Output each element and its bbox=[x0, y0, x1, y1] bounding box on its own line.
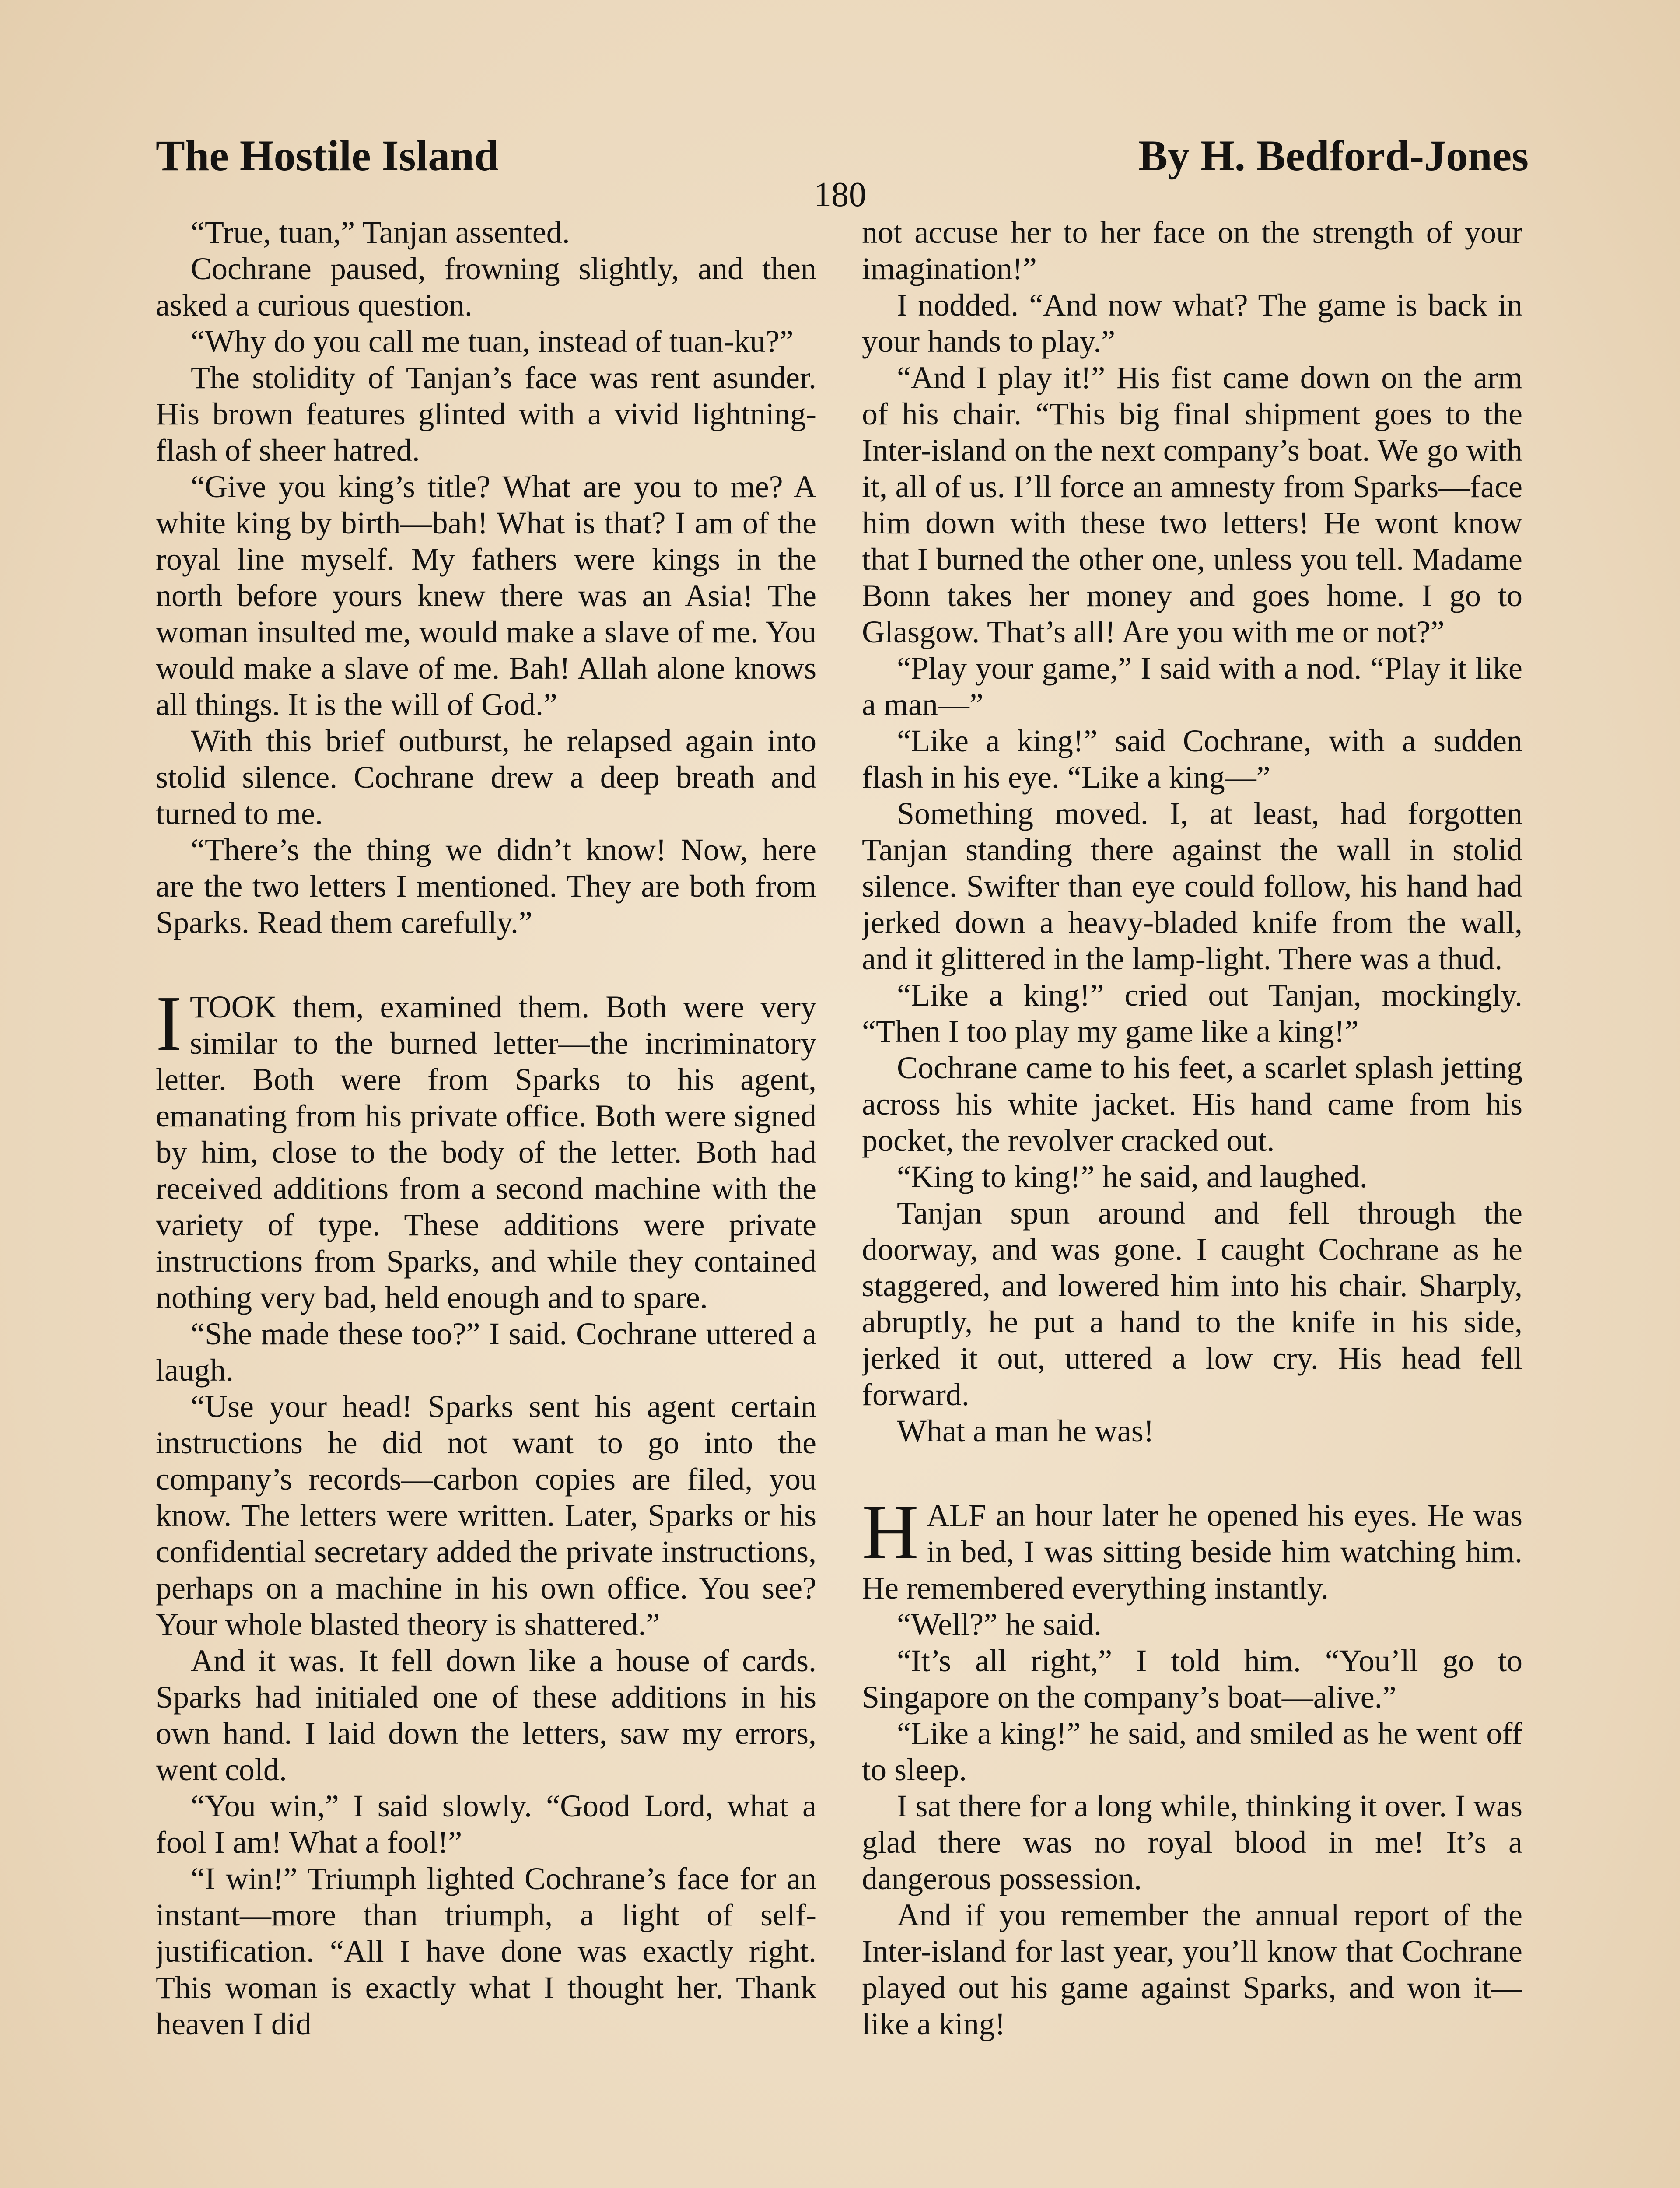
section-paragraph bbox=[156, 980, 816, 1316]
paragraph: “She made these too?” I said. Cochrane uttered a laugh. bbox=[156, 1316, 816, 1388]
drop-cap: I bbox=[156, 980, 182, 1067]
paragraph: Cochrane came to his feet, a scarlet splash jetting across his white jacket. His hand came from his pocket, the revolver cracked out. bbox=[862, 1050, 1522, 1158]
paragraph: “There’s the thing we didn’t know! Now, here are the two letters I mentioned. They are both from Sparks. Read them carefully.” bbox=[156, 832, 816, 940]
paragraph: not accuse her to her face on the strength of your imagination!” bbox=[862, 215, 1522, 286]
paragraph: What a man he was! bbox=[897, 1413, 1154, 1448]
paragraph: “Like a king!” he said, and smiled as he went off to sleep. bbox=[862, 1716, 1522, 1787]
paragraph: And it was. It fell down like a house of cards. Sparks had initialed one of these additions in his own hand. I laid down the letters, saw my errors, went cold. bbox=[156, 1643, 816, 1787]
paragraph: “Well?” he said. bbox=[897, 1607, 1102, 1642]
paragraph: “Play your game,” I said with a nod. “Play it like a man—” bbox=[862, 651, 1522, 722]
paragraph: “And I play it!” His fist came down on the arm of his chair. “This big final shipment goes to the Inter-island on the next company’s boat. We go with it, all of us. I’ll force an amnesty from Sparks—face him down with these two letters! He wont know that I burned the other one, unless you tell. Madame Bonn takes her money and goes home. I go to Glasgow. That’s all! Are you with me or not?” bbox=[862, 360, 1522, 649]
right-text-column bbox=[862, 214, 1522, 2188]
paragraph: “Like a king!” cried out Tanjan, mockingly. “Then I too play my game like a king!” bbox=[862, 978, 1522, 1049]
paragraph: I nodded. “And now what? The game is back in your hands to play.” bbox=[862, 288, 1522, 359]
paragraph: And if you remember the annual report of the Inter-island for last year, you’ll know that Cochrane played out his game against Sparks, and won it—like a king! bbox=[862, 1897, 1522, 2041]
paragraph: The stolidity of Tanjan’s face was rent asunder. His brown features glinted with a vivid lightning-flash of sheer hatred. bbox=[156, 360, 816, 468]
paragraph: “Use your head! Sparks sent his agent certain instructions he did not want to go into the company’s records—carbon copies are filed, you know. The letters were written. Later, Sparks or his confidential secretary added the private instructions, perhaps on a machine in his own office. You see? Your whole blasted theory is shattered.” bbox=[156, 1389, 816, 1642]
story-title: The Hostile Island bbox=[156, 131, 499, 180]
paragraph: “It’s all right,” I told him. “You’ll go to Singapore on the company’s boat—alive.” bbox=[862, 1643, 1522, 1715]
paragraph: “True, tuan,” Tanjan assented. bbox=[191, 215, 570, 250]
drop-cap: H bbox=[862, 1488, 919, 1575]
author-byline: By H. Bedford-Jones bbox=[1138, 131, 1529, 180]
page-number: 180 bbox=[814, 175, 866, 214]
paragraph: “King to king!” he said, and laughed. bbox=[897, 1159, 1368, 1194]
left-text-column bbox=[156, 214, 816, 2188]
paragraph: “Like a king!” said Cochrane, with a sudden flash in his eye. “Like a king—” bbox=[862, 723, 1522, 795]
paragraph-text: ALF an hour later he opened his eyes. He was in bed, I was sitting beside him watching him. He remembered everything instantly. bbox=[862, 1498, 1522, 1606]
paragraph: Something moved. I, at least, had forgotten Tanjan standing there against the wall in stolid silence. Swifter than eye could follow, his hand had jerked down a heavy-bladed knife from the wall, and it glittered in the lamp-light. There was a thud. bbox=[862, 796, 1522, 976]
paragraph: “You win,” I said slowly. “Good Lord, what a fool I am! What a fool!” bbox=[156, 1788, 816, 1860]
paragraph: “I win!” Triumph lighted Cochrane’s face for an instant—more than triumph, a light of self-justification. “All I have done was exactly right. This woman is exactly what I thought her. Thank heaven I did bbox=[156, 1861, 816, 2041]
paragraph-text: TOOK them, examined them. Both were very similar to the burned letter—the incriminatory letter. Both were from Sparks to his agent, emanating from his private office. Both were signed by him, close to the body of the letter. Both had received additions from a second machine with the variety of type. These additions were private instructions from Sparks, and while they contained nothing very bad, held enough and to spare. bbox=[156, 989, 816, 1315]
paragraph: With this brief outburst, he relapsed again into stolid silence. Cochrane drew a deep breath and turned to me. bbox=[156, 723, 816, 831]
section-paragraph bbox=[862, 1488, 1522, 1606]
paragraph: Cochrane paused, frowning slightly, and then asked a curious question. bbox=[156, 251, 816, 323]
paragraph: “Give you king’s title? What are you to me? A white king by birth—bah! What is that? I am of the royal line myself. My fathers were kings in the north before yours knew there was an Asia! The woman insulted me, would make a slave of me. You would make a slave of me. Bah! Allah alone knows all things. It is the will of God.” bbox=[156, 469, 816, 722]
paragraph: Tanjan spun around and fell through the doorway, and was gone. I caught Cochrane as he staggered, and lowered him into his chair. Sharply, abruptly, he put a hand to the knife in his side, jerked it out, uttered a low cry. His head fell forward. bbox=[862, 1196, 1522, 1412]
paragraph: I sat there for a long while, thinking it over. I was glad there was no royal blood in me! It’s a dangerous possession. bbox=[862, 1788, 1522, 1896]
paragraph: “Why do you call me tuan, instead of tuan-ku?” bbox=[191, 324, 794, 359]
